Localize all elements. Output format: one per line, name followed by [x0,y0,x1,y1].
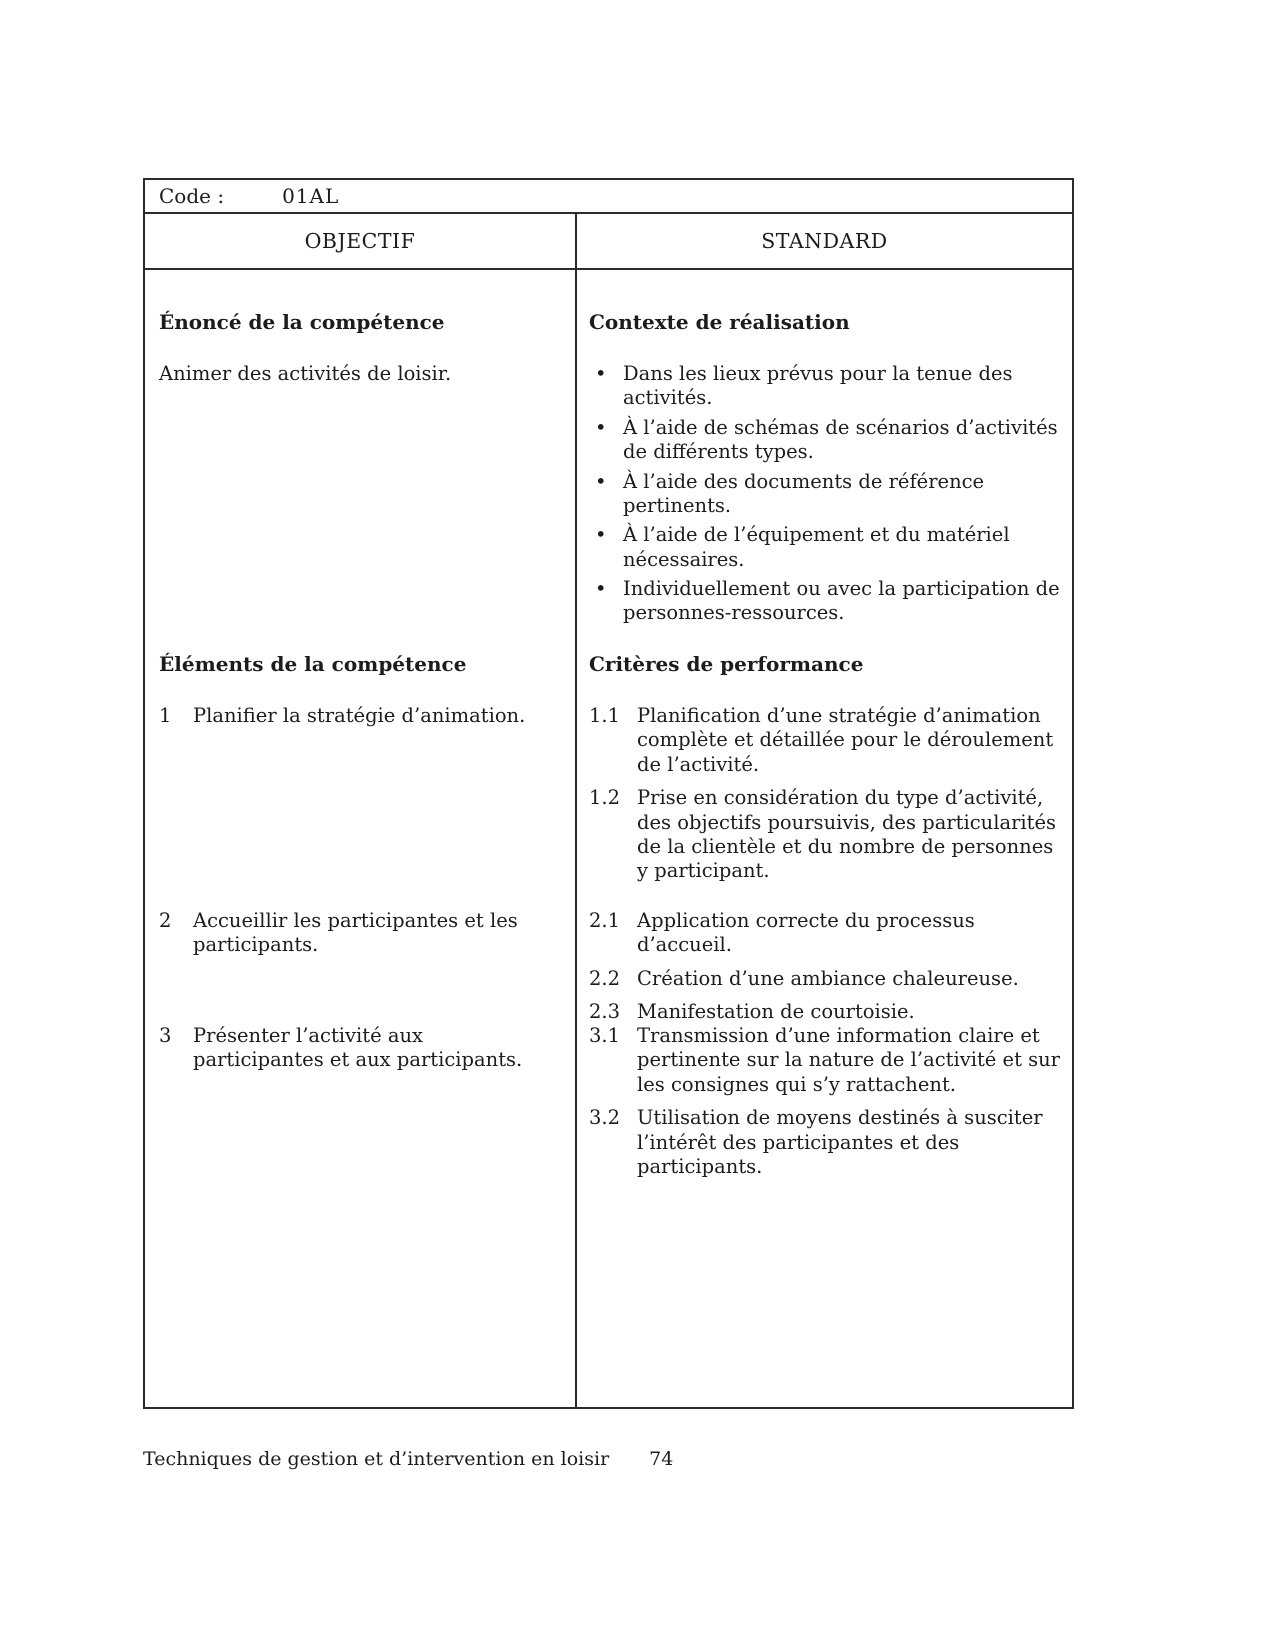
column-headers-row [145,214,1072,270]
criteria-text: Création d’une ambiance chaleureuse. [637,966,1019,990]
contexte-item: • Individuellement ou avec la participation de personnes-ressources. [589,577,1062,626]
element-2-cell [145,909,575,1024]
objectif-column-header: OBJECTIF [304,229,416,253]
criteria-number: 2.2 [589,966,621,990]
criteria-text: Utilisation de moyens destinés à susciter l’intérêt des participantes et des participants. [637,1106,1043,1178]
criteria-text: Prise en considération du type d’activité, des objectifs poursuivis, des particularités de la clientèle et du nombre de personnes y participant. [637,786,1057,883]
element-text: Planifier la stratégie d’animation. [193,704,526,727]
criteria-group-2-cell [575,909,1072,1024]
element-text: Accueillir les participantes et les participants. [193,909,518,957]
criteria-item [589,704,1062,777]
element-number: 1 [159,704,172,727]
contexte-list-cell [575,362,1072,652]
contexte-item: • À l’aide de schémas de scénarios d’activités de différents types. [589,416,1062,465]
enonce-text-cell [145,362,575,652]
elements-title-cell [145,652,575,704]
criteria-text: Application correcte du processus d’accueil. [637,909,975,957]
element-number: 2 [159,909,172,932]
criteria-number: 2.3 [589,1000,621,1024]
contexte-title-cell [575,270,1072,362]
element-number: 3 [159,1024,172,1047]
criteria-item [589,1000,1062,1024]
page-footer [143,1448,673,1470]
table-body [145,270,1072,1407]
contexte-item: • À l’aide des documents de référence pertinents. [589,470,1062,519]
criteria-group-1-cell [575,704,1072,909]
element-3-cell [145,1024,575,1407]
contexte-list [589,362,1062,626]
element-item [159,909,555,958]
criteria-item [589,909,1062,958]
code-row [145,180,1072,214]
criteria-text: Transmission d’une information claire et pertinente sur la nature de l’activité et sur les consignes qui s’y rattachent. [637,1024,1061,1096]
criteria-group-3-cell [575,1024,1072,1407]
contexte-title: Contexte de réalisation [589,310,850,334]
element-1-cell [145,704,575,909]
footer-page-number: 74 [649,1448,674,1470]
criteres-title: Critères de performance [589,652,864,676]
code-label: Code : [159,184,225,208]
criteria-text: Manifestation de courtoisie. [637,1000,915,1024]
criteria-item [589,786,1062,884]
element-item [159,1024,555,1073]
criteria-item [589,1024,1062,1097]
enonce-title: Énoncé de la compétence [159,310,445,334]
criteria-text: Planification d’une stratégie d’animation complète et détaillée pour le déroulement de l’activité. [637,704,1054,776]
criteria-number: 3.1 [589,1024,621,1047]
element-text: Présenter l’activité aux participantes et aux participants. [193,1024,523,1072]
competency-table [143,178,1074,1409]
criteria-item [589,967,1062,991]
enonce-title-cell [145,270,575,362]
criteria-item [589,1106,1062,1179]
criteria-number: 3.2 [589,1106,621,1130]
element-item [159,704,555,728]
criteria-number: 1.2 [589,786,621,810]
contexte-item: • Dans les lieux prévus pour la tenue des activités. [589,362,1062,411]
footer-text: Techniques de gestion et d’intervention en loisir [143,1448,610,1470]
contexte-item: • À l’aide de l’équipement et du matériel nécessaires. [589,523,1062,572]
code-value: 01AL [282,184,340,208]
elements-title: Éléments de la compétence [159,652,467,676]
criteres-title-cell [575,652,1072,704]
standard-column-header: STANDARD [575,214,1072,268]
enonce-text: Animer des activités de loisir. [159,362,452,385]
criteria-number: 2.1 [589,909,621,932]
criteria-number: 1.1 [589,704,621,727]
